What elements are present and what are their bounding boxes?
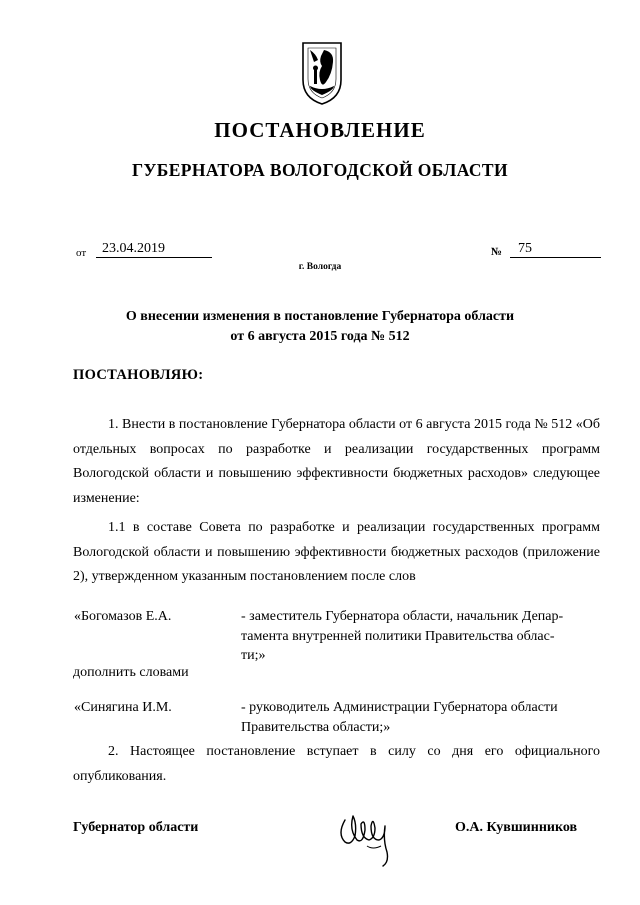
document-number: 75 <box>510 240 601 258</box>
document-subject <box>0 307 640 347</box>
coat-of-arms-icon <box>300 40 344 106</box>
paragraph-2: 1.1 в составе Совета по разработке и реализации государственных программ Вологодской области и повышению эффективности бюджетных расходов (приложение 2), утвержденном указанным постановлением после слов <box>73 520 600 584</box>
date-label: от <box>76 247 87 259</box>
member-role-1-line-1: - заместитель Губернатора области, начальник Депар- <box>241 609 564 624</box>
signatory-position: Губернатор области <box>73 820 199 835</box>
document-date: 23.04.2019 <box>96 240 212 258</box>
add-words-text: дополнить словами <box>73 665 189 680</box>
signatory-name: О.А. Кувшинников <box>455 820 578 835</box>
paragraph-3: 2. Настоящее постановление вступает в силу со дня его официального опубликования. <box>73 744 600 784</box>
subject-line-2: от 6 августа 2015 года № 512 <box>230 329 410 344</box>
member-role-1-line-2: тамента внутренней политики Правительства облас- <box>241 628 555 644</box>
decree-heading: ПОСТАНОВЛЯЮ: <box>73 367 204 383</box>
member-role-1 <box>241 607 596 666</box>
city: г. Вологда <box>298 262 342 272</box>
document-title: ПОСТАНОВЛЕНИЕ <box>214 118 426 142</box>
member-role-2-line-2: Правительства области;» <box>241 719 391 735</box>
member-role-2-line-1: - руководитель Администрации Губернатора области <box>241 700 558 715</box>
document-subtitle: ГУБЕРНАТОРА ВОЛОГОДСКОЙ ОБЛАСТИ <box>131 160 509 180</box>
number-label: № <box>491 246 503 258</box>
member-name-1: «Богомазов Е.А. <box>74 609 172 624</box>
subject-line-1: О внесении изменения в постановление Губернатора области <box>125 309 515 324</box>
signature-icon <box>333 800 403 870</box>
member-role-1-line-3: ти;» <box>241 648 266 663</box>
paragraph-1: 1. Внести в постановление Губернатора области от 6 августа 2015 года № 512 «Об отдельных вопросах по разработке и реализации государственных программ Вологодской области и повышению эффективности бюджетных расходов» следующее изменение: <box>73 417 600 506</box>
member-role-2 <box>241 698 596 737</box>
member-name-2: «Синягина И.М. <box>74 700 172 715</box>
